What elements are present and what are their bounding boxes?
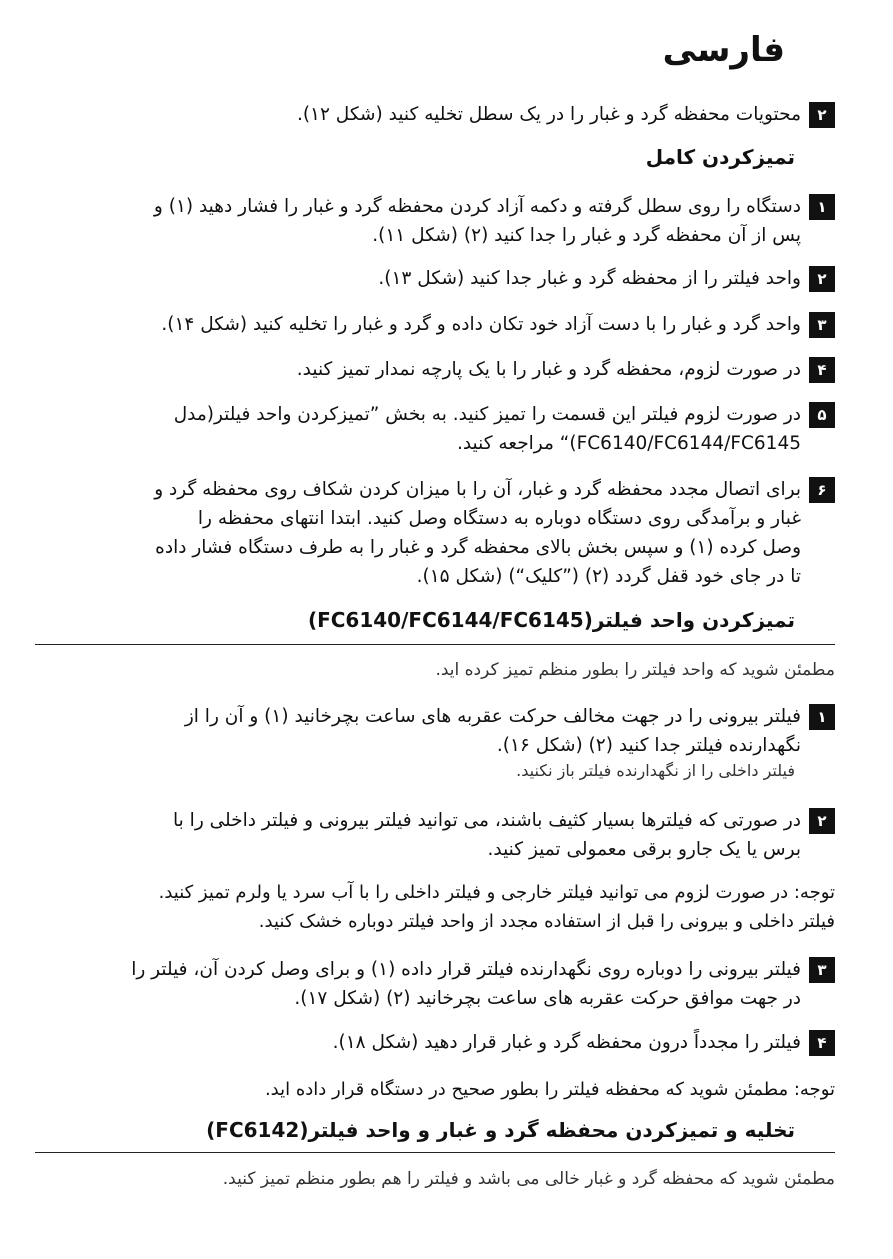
step-2 bbox=[65, 264, 835, 293]
step-text: در صورتی که فیلترها بسیار کثیف باشند، می توانید فیلتر بیرونی و فیلتر داخلی را با bbox=[173, 810, 801, 831]
step-number-badge: ۱ bbox=[809, 194, 835, 220]
step-number-badge: ۶ bbox=[809, 477, 835, 503]
step-5 bbox=[65, 400, 835, 458]
section-heading-empty-cleaning: تخلیه و تمیزکردن محفظه گرد و غبار و واحد فیلتر(FC6142) bbox=[206, 1118, 795, 1142]
section-heading-full-cleaning: تمیزکردن کامل bbox=[645, 145, 795, 169]
step-text: محتویات محفظه گرد و غبار را در یک سطل تخلیه کنید (شکل ۱۲). bbox=[296, 104, 801, 125]
step-number-badge: ۲ bbox=[809, 266, 835, 292]
step-text: برای اتصال مجدد محفظه گرد و غبار، آن را با میزان کردن شکاف روی محفظه گرد و bbox=[154, 479, 801, 500]
language-title: فارسی bbox=[662, 30, 785, 70]
step-number-badge: ۵ bbox=[809, 402, 835, 428]
note-line: فیلتر داخلی و بیرونی را قبل از استفاده مجدد از واحد فیلتر دوباره خشک کنید. bbox=[258, 911, 835, 932]
step-6 bbox=[65, 475, 835, 591]
step-number-badge: ۲ bbox=[809, 808, 835, 834]
note-placement: توجه: مطمئن شوید که محفظه فیلتر را بطور صحیح در دستگاه قرار داده اید. bbox=[264, 1079, 835, 1100]
section-heading-filter-cleaning: تمیزکردن واحد فیلتر(FC6140/FC6144/FC6145) bbox=[307, 608, 795, 632]
section-intro: مطمئن شوید که محفظه گرد و غبار خالی می باشد و فیلتر را هم بطور منظم تمیز کنید. bbox=[222, 1169, 835, 1189]
section-divider bbox=[35, 1152, 835, 1153]
step-text: فیلتر بیرونی را دوباره روی نگهدارنده فیلتر قرار داده (۱) و برای وصل کردن آن، فیلتر را bbox=[131, 959, 801, 980]
step-number-badge: ۴ bbox=[809, 1030, 835, 1056]
step-number-badge: ۳ bbox=[809, 312, 835, 338]
step-text: برس یا یک جارو برقی معمولی تمیز کنید. bbox=[487, 839, 801, 860]
step-text: در جهت موافق حرکت عقربه های ساعت بچرخانید (۲) (شکل ۱۷). bbox=[294, 988, 801, 1009]
section-divider bbox=[35, 644, 835, 645]
filter-step-3 bbox=[65, 955, 835, 1013]
step-subnote: فیلتر داخلی را از نگهدارنده فیلتر باز نکنید. bbox=[516, 761, 795, 780]
filter-step-4 bbox=[65, 1028, 835, 1057]
step-number-badge: ۳ bbox=[809, 957, 835, 983]
step-text: واحد گرد و غبار را با دست آزاد خود تکان داده و گرد و غبار را تخلیه کنید (شکل ۱۴). bbox=[161, 314, 801, 335]
step-text: نگهدارنده فیلتر جدا کنید (۲) (شکل ۱۶). bbox=[496, 735, 801, 756]
step-3 bbox=[65, 310, 835, 339]
step-text: دستگاه را روی سطل گرفته و دکمه آزاد کردن محفظه گرد و غبار را فشار دهید (۱) و bbox=[153, 196, 801, 217]
step-1 bbox=[65, 192, 835, 250]
step-empty-container bbox=[65, 100, 835, 129]
filter-step-2 bbox=[65, 806, 835, 864]
section-intro: مطمئن شوید که واحد فیلتر را بطور منظم تمیز کرده اید. bbox=[435, 660, 835, 680]
step-text: تا در جای خود قفل گردد (۲) (”کلیک“) (شکل ۱۵). bbox=[416, 566, 801, 587]
step-text: واحد فیلتر را از محفظه گرد و غبار جدا کنید (شکل ۱۳). bbox=[378, 268, 801, 289]
step-text: وصل کرده (۱) و سپس بخش بالای محفظه گرد و غبار را به طرف دستگاه فشار داده bbox=[155, 537, 801, 558]
note-line: توجه: در صورت لزوم می توانید فیلتر خارجی و فیلتر داخلی را با آب سرد یا ولرم تمیز کنید. bbox=[158, 882, 835, 903]
step-text: پس از آن محفظه گرد و غبار را جدا کنید (۲) (شکل ۱۱). bbox=[372, 225, 801, 246]
step-number-badge: ۴ bbox=[809, 357, 835, 383]
step-text: FC6140/FC6144/FC6145)“ مراجعه کنید. bbox=[456, 433, 801, 454]
step-number-badge: ۱ bbox=[809, 704, 835, 730]
note-washing bbox=[30, 878, 835, 936]
filter-step-1 bbox=[65, 702, 835, 760]
step-text: فیلتر بیرونی را در جهت مخالف حرکت عقربه های ساعت بچرخانید (۱) و آن را از bbox=[184, 706, 801, 727]
step-text: فیلتر را مجدداً درون محفظه گرد و غبار قرار دهید (شکل ۱۸). bbox=[332, 1032, 801, 1053]
step-text: غبار و برآمدگی روی دستگاه دوباره به دستگاه وصل کنید. ابتدا انتهای محفظه را bbox=[197, 508, 801, 529]
step-text: در صورت لزوم، محفظه گرد و غبار را با یک پارچه نمدار تمیز کنید. bbox=[296, 359, 801, 380]
step-number-badge: ۲ bbox=[809, 102, 835, 128]
step-text: در صورت لزوم فیلتر این قسمت را تمیز کنید. به بخش ”تمیزکردن واحد فیلتر(مدل bbox=[173, 404, 801, 425]
step-4 bbox=[65, 355, 835, 384]
